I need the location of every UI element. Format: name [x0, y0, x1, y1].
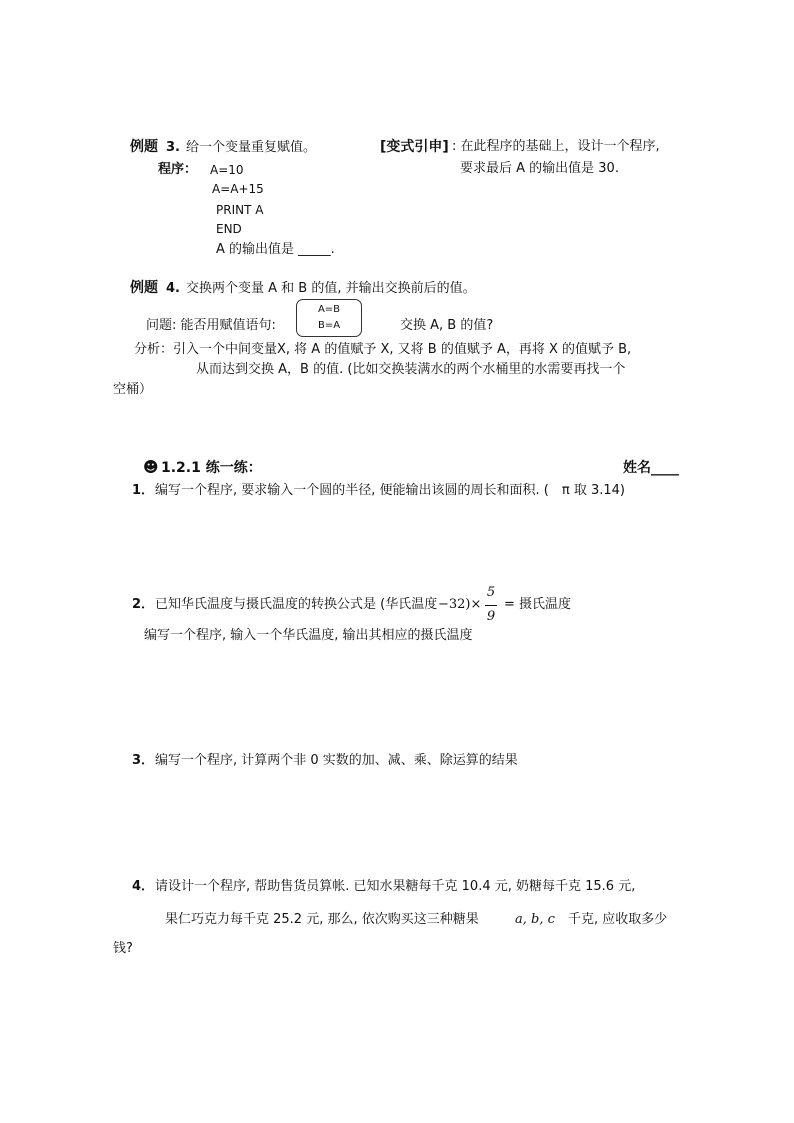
code-line-1: A=10 [210, 163, 244, 177]
fraction-5-9 [484, 586, 498, 626]
q3-number: 3． [132, 753, 155, 768]
q4-line-1: 请设计一个程序, 帮助售货员算帐. 已知水果糖每千克 10.4 元, 奶糖每千克 15.6 元, [155, 879, 636, 894]
analysis-line-2: 从而达到交换 A，B 的值. (比如交换装满水的两个水桶里的水需要再找一个 [196, 362, 626, 377]
q4-variables: a, b, c [515, 912, 555, 927]
name-field: 姓名____ [623, 460, 679, 476]
code-line-4: END [216, 222, 242, 236]
example3-label: 例题 [130, 139, 158, 155]
q4-number: 4． [132, 879, 155, 894]
assignment-box [296, 299, 362, 337]
example3-number: 3. [166, 140, 180, 155]
variant-text-1: : 在此程序的基础上，设计一个程序, [452, 139, 660, 154]
example4-question-suffix: 交换 A, B 的值? [400, 318, 494, 333]
practice-title: 1.2.1 练一练： [161, 460, 262, 476]
example3-question: A 的输出值是 _____. [216, 242, 335, 257]
variant-label: [变式引申] [380, 139, 449, 155]
assignment-line-1: A=B [317, 304, 341, 315]
example4-title: 交换两个变量 A 和 B 的值, 并输出交换前后的值。 [186, 281, 476, 296]
assignment-line-2: B=A [317, 320, 341, 331]
example4-label: 例题 [130, 280, 158, 296]
example3-title: 给一个变量重复赋值。 [186, 140, 317, 155]
q2-formula-minus32: −32)× [438, 597, 482, 612]
fraction-bar [485, 605, 497, 606]
analysis-line-3: 空桶） [113, 382, 153, 397]
q1-text: 编写一个程序, 要求输入一个圆的半径, 便能输出该圆的周长和面积. ( π 取 3.14) [155, 483, 625, 498]
q2-text-prefix: 已知华氏温度与摄氏温度的转换公式是 (华氏温度 [155, 597, 438, 612]
program-label: 程序： [158, 162, 198, 177]
fraction-numerator: 5 [486, 585, 496, 600]
fraction-denominator: 9 [486, 609, 496, 624]
q3-text: 编写一个程序, 计算两个非 0 实数的加、减、乘、除运算的结果 [155, 753, 518, 768]
q4-line-3: 钱? [113, 941, 133, 956]
analysis-line-1: 分析：引入一个中间变量X, 将 A 的值赋予 X, 又将 B 的值赋予 A，再将 X 的值赋予 B, [134, 342, 632, 357]
code-line-3: PRINT A [216, 203, 264, 217]
example4-number: 4. [166, 281, 180, 296]
smiley-icon: ☻ [143, 458, 159, 476]
q2-text-suffix: = 摄氏温度 [504, 597, 572, 612]
variant-text-2: 要求最后 A 的输出值是 30. [460, 161, 619, 176]
code-line-2: A=A+15 [212, 182, 264, 196]
q1-number: 1． [132, 483, 155, 498]
q2-number: 2． [132, 597, 155, 612]
example4-question-prefix: 问题: 能否用赋值语句: [146, 318, 276, 333]
q2-line-2: 编写一个程序, 输入一个华氏温度, 输出其相应的摄氏温度 [144, 628, 473, 643]
q4-line-2-prefix: 果仁巧克力每千克 25.2 元, 那么, 依次购买这三种糖果 [165, 912, 479, 927]
q4-line-2-suffix: 千克, 应收取多少 [568, 912, 668, 927]
